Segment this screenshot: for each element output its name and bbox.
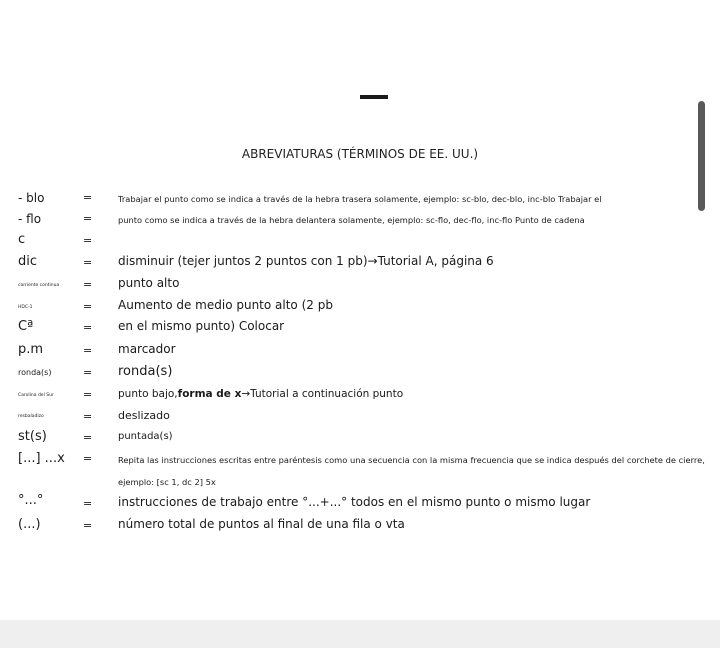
abbreviation-term: ronda(s) [18, 368, 52, 377]
equals-sign: = [83, 344, 93, 357]
equals-sign: = [83, 410, 93, 423]
equals-sign: = [83, 431, 93, 444]
equals-sign: = [83, 191, 93, 204]
abbreviation-definition: instrucciones de trabajo entre °...+...° todos en el mismo punto o mismo lugar [118, 495, 591, 509]
definition-text: →Tutorial a continuación punto [241, 388, 404, 400]
abbreviation-term: - flo [18, 212, 42, 226]
equals-sign: = [83, 388, 93, 401]
abbreviation-definition [118, 388, 712, 400]
abbreviation-term: Carolina del Sur [18, 393, 54, 398]
abbreviation-term: dic [18, 254, 38, 269]
abbreviation-term: corriente continua [18, 283, 60, 288]
bottom-bar [0, 620, 720, 648]
equals-sign: = [83, 519, 93, 532]
abbreviation-definition: número total de puntos al final de una fila o vta [118, 517, 405, 531]
abbreviation-definition: Repita las instrucciones escritas entre paréntesis como una secuencia con la misma frecuencia que se indica después del corchete de cierre, ejemplo: [sc 1, dc 2] 5x [118, 455, 705, 487]
page-title: ABREVIATURAS (TÉRMINOS DE EE. UU.) [241, 147, 479, 161]
abbreviation-definition: puntada(s) [118, 431, 173, 442]
abbreviation-term: c [18, 232, 26, 247]
abbreviation-definition: Trabajar el punto como se indica a través de la hebra trasera solamente, ejemplo: sc-blo, dec-blo, inc-blo Trabajar el [118, 194, 602, 204]
abbreviation-definition: ronda(s) [118, 364, 173, 379]
abbreviation-term: (...) [18, 517, 41, 532]
equals-sign: = [83, 321, 93, 334]
abbreviation-definition: punto alto [118, 276, 180, 290]
equals-sign: = [83, 366, 93, 379]
abbreviation-term: °...° [18, 493, 44, 508]
abbreviation-definition: Aumento de medio punto alto (2 pb [118, 298, 333, 312]
abbreviation-definition: disminuir (tejer juntos 2 puntos con 1 pb)→Tutorial A, página 6 [118, 254, 494, 268]
equals-sign: = [83, 234, 93, 247]
abbreviation-definition: deslizado [118, 409, 170, 422]
abbreviation-term: resbaladizo [18, 414, 44, 419]
abbreviation-definition: marcador [118, 342, 176, 356]
abbreviation-term: HDC-1 [18, 305, 33, 310]
abbreviation-term: p.m [18, 342, 44, 357]
equals-sign: = [83, 300, 93, 313]
abbreviation-term: - blo [18, 191, 45, 205]
abbreviation-term: [...] ...x [18, 451, 65, 466]
equals-sign: = [83, 497, 93, 510]
definition-bold-text: forma de x [177, 388, 242, 400]
definition-text: punto bajo, [118, 388, 178, 400]
equals-sign: = [83, 212, 93, 225]
abbreviation-term: Cª [18, 319, 34, 334]
equals-sign: = [83, 278, 93, 291]
abbreviation-definition: punto como se indica a través de la hebra delantera solamente, ejemplo: sc-flo, dec-flo, inc-flo Punto de cadena [118, 215, 585, 225]
equals-sign: = [83, 452, 93, 465]
top-dash-mark [360, 95, 388, 99]
abbreviation-term: st(s) [18, 429, 47, 444]
equals-sign: = [83, 256, 93, 269]
abbreviation-definition: en el mismo punto) Colocar [118, 319, 285, 333]
